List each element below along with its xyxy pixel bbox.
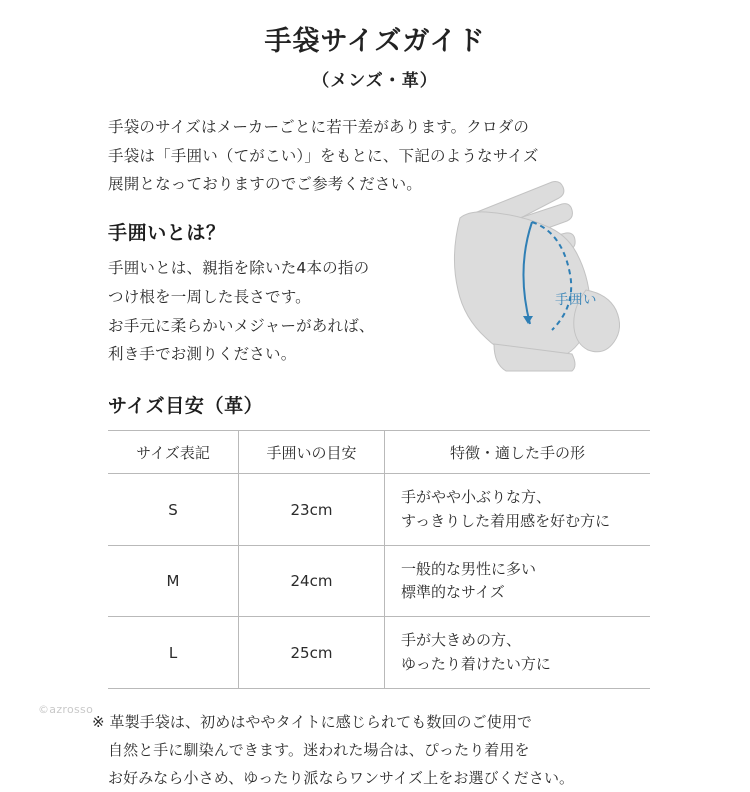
glove-illustration: [420, 178, 650, 373]
footnote-line-3: お好みなら小さめ、ゆったり派ならワンサイズ上をお選びください。: [108, 768, 575, 787]
footnote-line-2: 自然と手に馴染んできます。迷われた場合は、ぴったり着用を: [108, 740, 530, 759]
feature-line: すっきりした着用感を好む方に: [401, 511, 611, 530]
table-heading: サイズ目安（革）: [108, 395, 264, 418]
cell-feature: [385, 474, 651, 546]
column-header-feature: 特徴・適した手の形: [385, 431, 651, 474]
cell-feature: [385, 617, 651, 689]
watermark: ©azrosso: [38, 703, 94, 716]
measure-label: 手囲い: [555, 292, 597, 308]
table-row: [108, 617, 650, 689]
cell-feature: [385, 545, 651, 617]
table-row: [108, 474, 650, 546]
cell-measure: 23cm: [239, 474, 385, 546]
feature-line: 標準的なサイズ: [401, 583, 505, 602]
body-line-3: お手元に柔らかいメジャーがあれば、: [108, 316, 375, 335]
feature-line: ゆったり着けたい方に: [401, 654, 551, 673]
intro-line-3: 展開となっておりますのでご参考ください。: [108, 174, 423, 193]
body-line-2: つけ根を一周した長さです。: [108, 287, 311, 306]
section-heading-tegakoi: 手囲いとは？: [108, 222, 226, 244]
intro-line-2: 手袋は「手囲い（てがこい）」をもとに、下記のようなサイズ: [108, 146, 539, 165]
table-header-row: [108, 431, 650, 474]
cell-measure: 25cm: [239, 617, 385, 689]
cell-size: S: [108, 474, 239, 546]
column-header-measure: 手囲いの目安: [239, 431, 385, 474]
feature-line: 手が大きめの方、: [401, 631, 522, 650]
cell-measure: 24cm: [239, 545, 385, 617]
cell-size: M: [108, 545, 239, 617]
page-subtitle: （メンズ・革）: [312, 71, 438, 92]
footnote-line-1: ※ 革製手袋は、初めはややタイトに感じられても数回のご使用で: [92, 712, 533, 731]
cell-size: L: [108, 617, 239, 689]
body-line-4: 利き手でお測りください。: [108, 345, 297, 364]
glove-svg: [420, 178, 650, 373]
footnote: [0, 709, 750, 792]
page-title: 手袋サイズガイド: [264, 26, 486, 57]
column-header-size: サイズ表記: [108, 431, 239, 474]
feature-line: 一般的な男性に多い: [401, 559, 537, 578]
table-row: [108, 545, 650, 617]
feature-line: 手がやや小ぶりな方、: [401, 488, 552, 507]
body-line-1: 手囲いとは、親指を除いた4本の指の: [108, 259, 370, 277]
intro-line-1: 手袋のサイズはメーカーごとに若干差があります。クロダの: [108, 118, 530, 137]
size-table: [108, 430, 650, 689]
